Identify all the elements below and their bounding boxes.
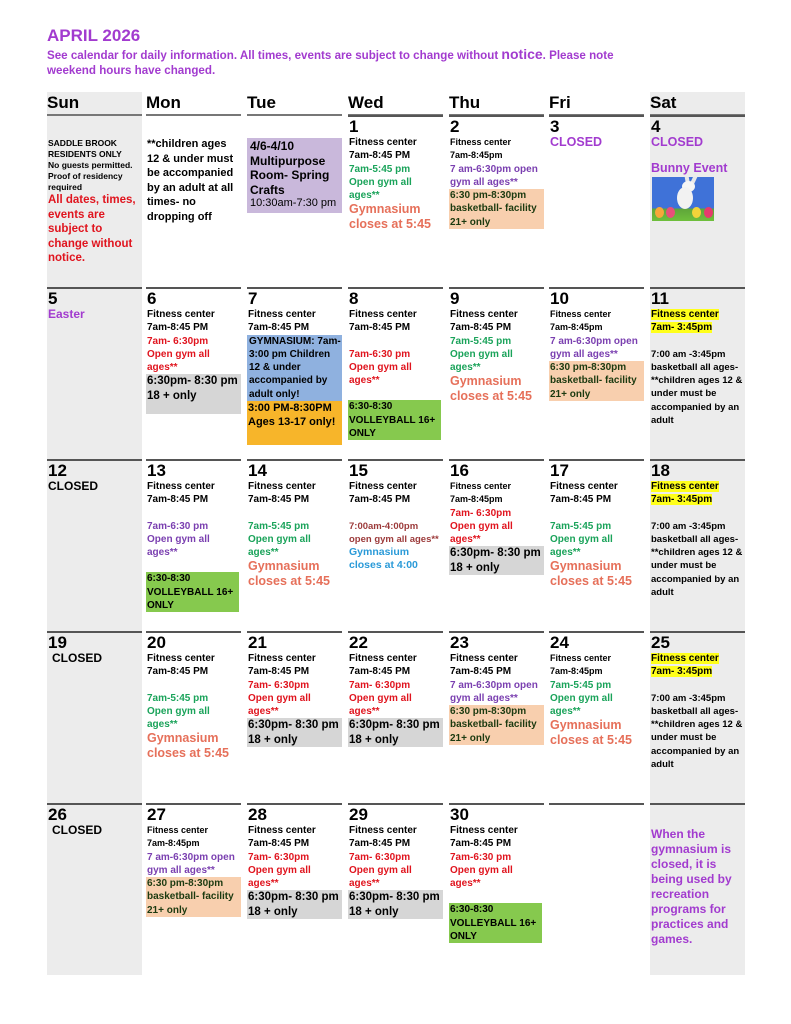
adult-gym-block: 6:30pm- 8:30 pm 18 + only xyxy=(348,718,443,747)
day-number: 5 xyxy=(48,289,58,308)
children-note: **children ages 12 & under must be accompanied by an adult at all times- no dropping off xyxy=(147,138,234,223)
day-cell-apr-19 xyxy=(47,631,142,801)
fitness-center-label: Fitness center xyxy=(248,653,316,664)
adult-gym-block: 6:30pm- 8:30 pm 18 + only xyxy=(348,890,443,919)
fitness-center-hours: 7am-8:45 PM xyxy=(349,322,411,334)
fitness-center-label: Fitness center xyxy=(147,653,215,664)
gym-closing-note: Gymnasium closes at 5:45 xyxy=(147,731,229,760)
weekday-header-sun: Sun xyxy=(47,92,142,116)
proof-line: Proof of residency required xyxy=(48,171,123,192)
day-number: 11 xyxy=(651,289,669,308)
fitness-center-hours: 7am-8:45 PM xyxy=(450,322,512,334)
day-number: 20 xyxy=(147,633,166,652)
basketball-block: 6:30 pm-8:30pm basketball- facility 21+ only xyxy=(549,361,644,401)
day-number: 12 xyxy=(48,461,67,480)
day-cell-apr-28 xyxy=(247,803,342,973)
open-gym-info: 7 am-6:30pm open gym all ages** xyxy=(147,851,235,876)
fitness-center-label: Fitness center xyxy=(147,309,215,320)
change-warning: All dates, times, events are subject to change without notice. xyxy=(48,194,136,264)
open-gym-label: Open gym all ages** xyxy=(550,692,613,718)
day-number: 8 xyxy=(349,289,359,308)
event-title: 4/6-4/10 Multipurpose Room- Spring Crafts xyxy=(250,139,330,197)
day-number: 6 xyxy=(147,289,157,308)
fitness-center-label: Fitness center xyxy=(651,481,719,492)
fitness-center-hours: 7am-8:45 PM xyxy=(349,150,411,162)
open-gym-time: 7am-5:45 pm xyxy=(550,679,612,691)
open-gym-label: Open gym all ages** xyxy=(147,533,210,559)
day-number: 25 xyxy=(651,633,670,652)
fitness-center-label: Fitness center xyxy=(450,137,512,147)
day-number: 4 xyxy=(651,117,661,136)
day-number: 27 xyxy=(147,805,166,824)
open-gym-label: Open gym all ages** xyxy=(450,864,513,890)
day-number: 21 xyxy=(248,633,267,652)
weekend-basketball-note: 7:00 am -3:45pm basketball all ages- **children ages 12 & under must be accompanied by an adult xyxy=(651,692,743,771)
day-cell-apr-1 xyxy=(348,115,443,285)
gym-closing-note: Gymnasium closes at 5:45 xyxy=(550,559,632,588)
fitness-center-label: Fitness center xyxy=(349,481,417,492)
volleyball-block: 6:30-8:30 VOLLEYBALL 16+ ONLY xyxy=(449,903,542,943)
day-cell-apr-17 xyxy=(549,459,644,629)
fitness-center-label: Fitness center xyxy=(550,309,612,319)
fitness-center-hours: 7am-8:45 PM xyxy=(349,838,411,850)
residents-notice xyxy=(47,138,142,193)
day-cell-apr-6 xyxy=(146,287,241,457)
subtitle-notice: notice xyxy=(501,46,543,62)
basketball-block: 6:30 pm-8:30pm basketball- facility 21+ only xyxy=(449,189,544,229)
fitness-center-hours: 7am-8:45 PM xyxy=(248,666,310,678)
day-cell-apr-2 xyxy=(449,115,544,285)
open-gym-time: 7am- 6:30pm xyxy=(248,679,310,691)
open-gym-label: Open gym all ages** xyxy=(349,692,412,718)
open-gym-info: 7 am-6:30pm open gym all ages** xyxy=(450,163,538,188)
day-cell-apr-15 xyxy=(348,459,443,629)
day-number: 28 xyxy=(248,805,267,824)
open-gym-label: Open gym all ages** xyxy=(248,864,311,890)
page-title: APRIL 2026 xyxy=(47,26,141,45)
fitness-center-label: Fitness center xyxy=(450,653,518,664)
day-cell-apr-9 xyxy=(449,287,544,457)
open-gym-time: 7am-5:45 pm xyxy=(248,520,310,532)
gym-closing-note: Gymnasium closes at 5:45 xyxy=(349,202,431,231)
gym-closing-note: Gymnasium closes at 4:00 xyxy=(349,546,418,572)
open-gym-label: Open gym all ages** xyxy=(349,176,412,202)
fitness-center-label: Fitness center xyxy=(550,481,618,492)
day-cell-apr-20 xyxy=(146,631,241,801)
fitness-center-label: Fitness center xyxy=(349,653,417,664)
open-gym-info: 7 am-6:30pm open gym all ages** xyxy=(550,335,638,360)
fitness-center-label: Fitness center xyxy=(450,825,518,836)
open-gym-label: Open gym all ages** xyxy=(147,348,210,374)
open-gym-label: Open gym all ages** xyxy=(248,692,311,718)
bunny-image xyxy=(652,177,714,221)
day-number: 14 xyxy=(248,461,267,480)
open-gym-label: open gym all ages** xyxy=(349,533,439,545)
fitness-center-label: Fitness center xyxy=(550,653,612,663)
open-gym-label: Open gym all ages** xyxy=(349,864,412,890)
open-gym-time: 7am-5:45 pm xyxy=(349,163,411,175)
day-number: 26 xyxy=(48,805,67,824)
fitness-center-label: Fitness center xyxy=(147,481,215,492)
fitness-center-label: Fitness center xyxy=(349,309,417,320)
weekday-header-sat: Sat xyxy=(650,92,745,116)
fitness-center-hours: 7am-8:45pm xyxy=(450,494,503,505)
open-gym-time: 7am-5:45 pm xyxy=(147,692,209,704)
fitness-center-label: Fitness center xyxy=(248,309,316,320)
fitness-center-hours: 7am-8:45 PM xyxy=(349,494,411,506)
open-gym-label: Open gym all ages** xyxy=(550,533,613,559)
volleyball-block: 6:30-8:30 VOLLEYBALL 16+ ONLY xyxy=(146,572,239,612)
open-gym-time: 7am- 6:30pm xyxy=(450,507,512,519)
basketball-block: 6:30 pm-8:30pm basketball- facility 21+ only xyxy=(146,877,241,917)
open-gym-label: Open gym all ages** xyxy=(450,520,513,546)
fitness-center-hours: 7am-8:45 PM xyxy=(550,494,612,506)
fitness-center-hours: 7am-8:45pm xyxy=(550,322,603,333)
fitness-center-label: Fitness center xyxy=(147,825,209,835)
day-cell-apr-11 xyxy=(650,287,745,457)
fitness-center-label: Fitness center xyxy=(349,825,417,836)
fitness-center-label: Fitness center xyxy=(651,309,719,320)
fitness-center-hours: 7am-8:45 PM xyxy=(147,322,209,334)
adult-gym-block: 6:30pm- 8:30 pm 18 + only xyxy=(247,890,342,919)
day-cell-apr-29 xyxy=(348,803,443,973)
day-number: 17 xyxy=(550,461,569,480)
event-time: 10:30am-7:30 pm xyxy=(250,197,337,209)
day-number: 18 xyxy=(651,461,670,480)
closed-status: CLOSED xyxy=(651,135,704,149)
day-number: 7 xyxy=(248,289,258,308)
day-cell-apr-10 xyxy=(549,287,644,457)
spring-crafts-event xyxy=(247,138,342,213)
fitness-center-label: Fitness center xyxy=(450,481,512,491)
weekday-header-mon: Mon xyxy=(146,92,241,116)
fitness-center-hours: 7am- 3:45pm xyxy=(651,322,713,334)
day-number: 1 xyxy=(349,117,359,136)
day-cell-empty-sat xyxy=(650,803,745,973)
day-number: 2 xyxy=(450,117,460,136)
day-cell-apr-26 xyxy=(47,803,142,973)
basketball-block: 6:30 pm-8:30pm basketball- facility 21+ only xyxy=(449,705,544,745)
fitness-center-hours: 7am-8:45pm xyxy=(147,838,200,849)
open-gym-time: 7am-6:30 pm xyxy=(349,348,411,360)
subtitle-text: See calendar for daily information. All times, events are subject to change without xyxy=(47,49,502,62)
open-gym-info: 7 am-6:30pm open gym all ages** xyxy=(450,679,538,704)
day-cell-apr-16 xyxy=(449,459,544,629)
day-cell-apr-22 xyxy=(348,631,443,801)
fitness-center-hours: 7am-8:45 PM xyxy=(349,666,411,678)
fitness-center-hours: 7am-8:45 PM xyxy=(248,838,310,850)
page-subtitle xyxy=(47,47,647,78)
open-gym-label: Open gym all ages** xyxy=(450,348,513,374)
day-cell-apr-14 xyxy=(247,459,342,629)
day-number: 19 xyxy=(48,633,67,652)
day-cell-apr-18 xyxy=(650,459,745,629)
closed-status: CLOSED xyxy=(550,135,603,149)
open-gym-label: Open gym all ages** xyxy=(248,533,311,559)
adult-gym-block: 6:30pm- 8:30 pm 18 + only xyxy=(146,374,241,414)
day-number: 15 xyxy=(349,461,368,480)
fitness-center-hours: 7am- 3:45pm xyxy=(651,494,713,506)
fitness-center-hours: 7am-8:45 PM xyxy=(147,666,209,678)
day-cell-sun-week1 xyxy=(47,116,142,286)
open-gym-time: 7am- 6:30pm xyxy=(248,851,310,863)
day-cell-apr-30 xyxy=(449,803,544,973)
day-cell-apr-24 xyxy=(549,631,644,801)
easter-label: Easter xyxy=(48,307,85,321)
fitness-center-hours: 7am-8:45 PM xyxy=(450,838,512,850)
day-cell-apr-13 xyxy=(146,459,241,629)
children-gym-block: GYMNASIUM: 7am-3:00 pm Children 12 & under accompanied by adult only! xyxy=(249,335,341,400)
day-number: 9 xyxy=(450,289,460,308)
day-cell-apr-4 xyxy=(650,115,745,285)
day-cell-apr-25 xyxy=(650,631,745,801)
day-cell-mon-week1 xyxy=(146,116,241,286)
open-gym-time: 7am- 6:30pm xyxy=(147,335,209,347)
weekend-basketball-note: 7:00 am -3:45pm basketball all ages- **children ages 12 & under must be accompanied by an adult xyxy=(651,520,743,599)
day-cell-apr-5 xyxy=(47,287,142,457)
fitness-center-hours: 7am-8:45 PM xyxy=(147,494,209,506)
day-number: 22 xyxy=(349,633,368,652)
closed-status: CLOSED xyxy=(48,479,99,493)
day-cell-apr-27 xyxy=(146,803,241,973)
teen-gym-block: 3:00 PM-8:30PM Ages 13-17 only! xyxy=(247,401,342,445)
fitness-center-hours: 7am-8:45 PM xyxy=(450,666,512,678)
weekday-header-wed: Wed xyxy=(348,92,443,116)
day-cell-apr-23 xyxy=(449,631,544,801)
fitness-center-label: Fitness center xyxy=(450,309,518,320)
day-number: 3 xyxy=(550,117,560,136)
day-cell-tue-week1 xyxy=(247,116,342,286)
subtitle-text-end: . Please note weekend hours have changed. xyxy=(47,49,614,77)
open-gym-label: Open gym all ages** xyxy=(349,361,412,387)
open-gym-time: 7am-6:30 pm xyxy=(147,520,209,532)
day-cell-empty-fri xyxy=(549,803,644,973)
weekday-header-thu: Thu xyxy=(449,92,544,116)
weekend-basketball-note: 7:00 am -3:45pm basketball all ages- **children ages 12 & under must be accompanied by an adult xyxy=(651,348,743,427)
day-number: 30 xyxy=(450,805,469,824)
day-cell-apr-21 xyxy=(247,631,342,801)
adult-gym-block: 6:30pm- 8:30 pm 18 + only xyxy=(449,546,544,575)
adult-gym-block: 6:30pm- 8:30 pm 18 + only xyxy=(247,718,342,747)
gymnasium-usage-note: When the gymnasium is closed, it is being used by recreation programs for practices and games. xyxy=(651,827,732,946)
open-gym-time: 7am- 6:30pm xyxy=(349,679,411,691)
day-number: 16 xyxy=(450,461,469,480)
fitness-center-label: Fitness center xyxy=(651,653,719,664)
fitness-center-hours: 7am-8:45pm xyxy=(450,150,503,161)
volleyball-block: 6:30-8:30 VOLLEYBALL 16+ ONLY xyxy=(348,400,441,440)
fitness-center-label: Fitness center xyxy=(248,481,316,492)
day-cell-apr-7 xyxy=(247,287,342,457)
day-number: 24 xyxy=(550,633,569,652)
day-number: 29 xyxy=(349,805,368,824)
gym-closing-note: Gymnasium closes at 5:45 xyxy=(248,559,330,588)
fitness-center-hours: 7am-8:45pm xyxy=(550,666,603,677)
weekday-header-tue: Tue xyxy=(247,92,342,116)
open-gym-time: 7:00am-4:00pm xyxy=(349,520,419,532)
weekday-header-fri: Fri xyxy=(549,92,644,116)
guests-line: No guests permitted. xyxy=(48,160,133,170)
day-number: 23 xyxy=(450,633,469,652)
fitness-center-hours: 7am- 3:45pm xyxy=(651,666,713,678)
fitness-center-hours: 7am-8:45 PM xyxy=(248,494,310,506)
day-number: 10 xyxy=(550,289,569,308)
open-gym-time: 7am-6:30 pm xyxy=(450,851,512,863)
open-gym-time: 7am-5:45 pm xyxy=(450,335,512,347)
gym-closing-note: Gymnasium closes at 5:45 xyxy=(550,718,632,747)
fitness-center-hours: 7am-8:45 PM xyxy=(248,322,310,334)
closed-status: CLOSED xyxy=(52,651,103,665)
closed-status: CLOSED xyxy=(52,823,103,837)
day-number: 13 xyxy=(147,461,166,480)
bunny-event-label: Bunny Event xyxy=(651,161,728,176)
fitness-center-label: Fitness center xyxy=(349,137,417,148)
fitness-center-label: Fitness center xyxy=(248,825,316,836)
open-gym-label: Open gym all ages** xyxy=(147,705,210,731)
open-gym-time: 7am- 6:30pm xyxy=(349,851,411,863)
residents-line: SADDLE BROOK RESIDENTS ONLY xyxy=(48,138,122,159)
day-cell-apr-12 xyxy=(47,459,142,629)
gym-closing-note: Gymnasium closes at 5:45 xyxy=(450,374,532,403)
day-cell-apr-3 xyxy=(549,115,644,285)
open-gym-time: 7am-5:45 pm xyxy=(550,520,612,532)
day-cell-apr-8 xyxy=(348,287,443,457)
